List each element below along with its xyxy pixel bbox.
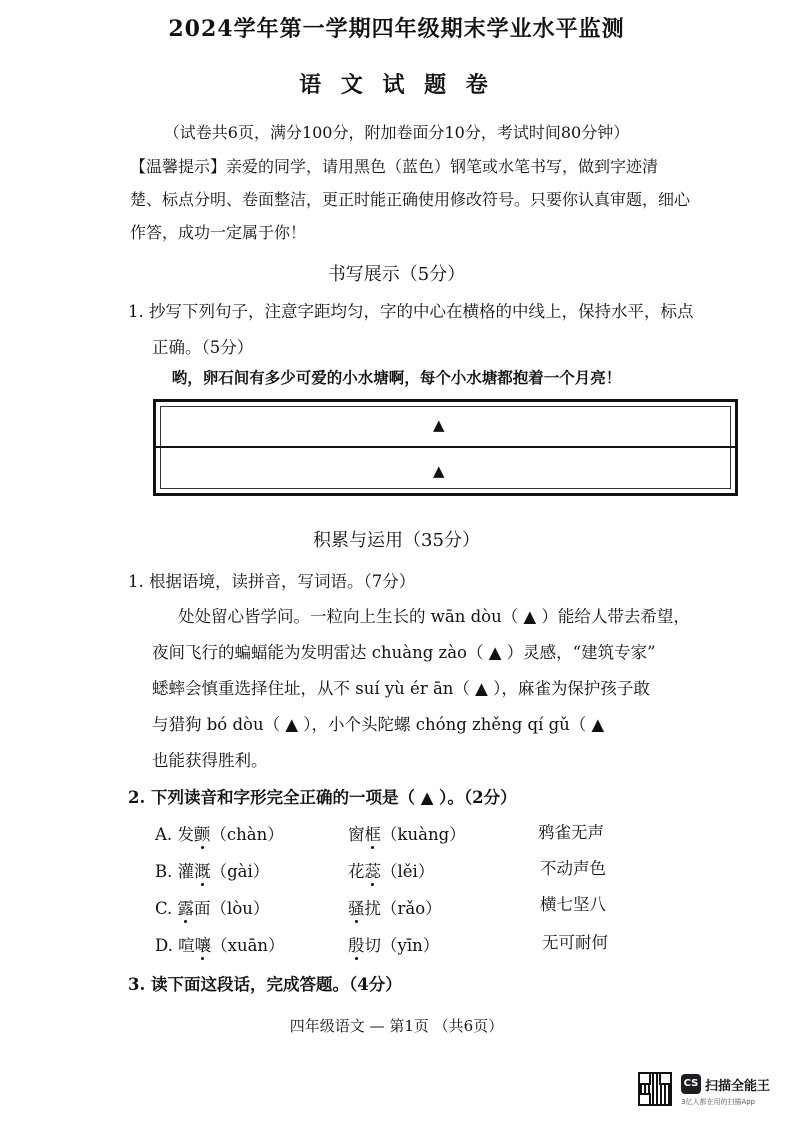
option-label: D. (155, 936, 173, 955)
option-label: C. (155, 899, 173, 918)
option-b-word-2: 花蕊（lěi） (348, 862, 435, 881)
exam-info: （试卷共6页，满分100分，附加卷面分10分，考试时间80分钟） (163, 123, 630, 142)
option-a-idiom: 鸦雀无声 (538, 823, 604, 842)
qr-code-icon (638, 1072, 672, 1106)
paragraph-line-4: 与猎狗 bó dòu（ ▲ ），小个头陀螺 chóng zhěng qí gǔ（ ▲ (152, 715, 605, 734)
page-footer: 四年级语文 — 第1页 （共6页） (289, 1017, 504, 1035)
answer-triangle-mark: ▲ (433, 416, 445, 434)
option-b[interactable]: B. 灌溉（gài） (155, 862, 270, 881)
option-label: A. (155, 825, 173, 844)
paragraph-line-5: 也能获得胜利。 (152, 751, 268, 770)
option-c-word-2: 骚扰（rǎo） (348, 899, 442, 918)
camscanner-tagline: 3亿人都在用的扫描App (681, 1098, 756, 1106)
copy-sentence: 哟，卵石间有多少可爱的小水塘啊，每个小水塘都抱着一个月亮！ (171, 368, 622, 387)
option-d-word-2: 殷切（yīn） (348, 936, 440, 955)
paragraph-line-2: 夜间飞行的蝙蝠能为发明雷达 chuàng zào（ ▲ ）灵感，“建筑专家” (152, 643, 656, 662)
option-d-idiom: 无可耐何 (542, 933, 608, 952)
option-c[interactable]: C. 露面（lòu） (155, 899, 270, 918)
camscanner-name: 扫描全能王 (705, 1079, 771, 1094)
paragraph-line-1: 处处留心皆学问。一粒向上生长的 wān dòu（ ▲ ）能给人带去希望， (178, 607, 690, 626)
writing-grid-box[interactable] (153, 399, 738, 496)
question-1-line-2: 正确。（5分） (152, 338, 254, 357)
question-2-2-title: 2. 下列读音和字形完全正确的一项是（ ▲ ）。（2分） (128, 788, 517, 807)
option-c-idiom: 横七坚八 (540, 895, 606, 914)
question-1-line-1: 1. 抄写下列句子，注意字距均匀，字的中心在横格的中线上，保持水平，标点 (128, 302, 694, 321)
exam-subtitle: 语 文 试 题 卷 (299, 72, 494, 98)
answer-triangle-mark: ▲ (433, 462, 445, 480)
option-b-idiom: 不动声色 (540, 859, 606, 878)
option-a-word-2: 窗框（kuàng） (348, 825, 466, 844)
writing-grid-divider (156, 446, 735, 448)
option-label: B. (155, 862, 173, 881)
exam-title: 2024学年第一学期四年级期末学业水平监测 (168, 16, 625, 42)
question-2-1-title: 1. 根据语境，读拼音，写词语。（7分） (128, 572, 416, 591)
tip-line-1: 【温馨提示】亲爱的同学，请用黑色（蓝色）钢笔或水笔书写，做到字迹清 (130, 157, 659, 176)
option-a[interactable]: A. 发颤（chàn） (155, 825, 284, 844)
option-d[interactable]: D. 喧嚷（xuān） (155, 936, 285, 955)
section-title-writing: 书写展示（5分） (327, 264, 466, 285)
question-2-3-title: 3. 读下面这段话，完成答题。（4分） (128, 975, 402, 994)
tip-line-3: 作答，成功一定属于你！ (130, 223, 307, 242)
section-title-accumulation: 积累与运用（35分） (313, 530, 480, 551)
camscanner-logo-icon: CS (681, 1074, 701, 1094)
tip-line-2: 楚、标点分明、卷面整洁，更正时能正确使用修改符号。只要你认真审题，细心 (130, 190, 691, 209)
paragraph-line-3: 蟋蟀会慎重选择住址，从不 suí yù ér ān（ ▲ ），麻雀为保护孩子敢 (152, 679, 650, 698)
